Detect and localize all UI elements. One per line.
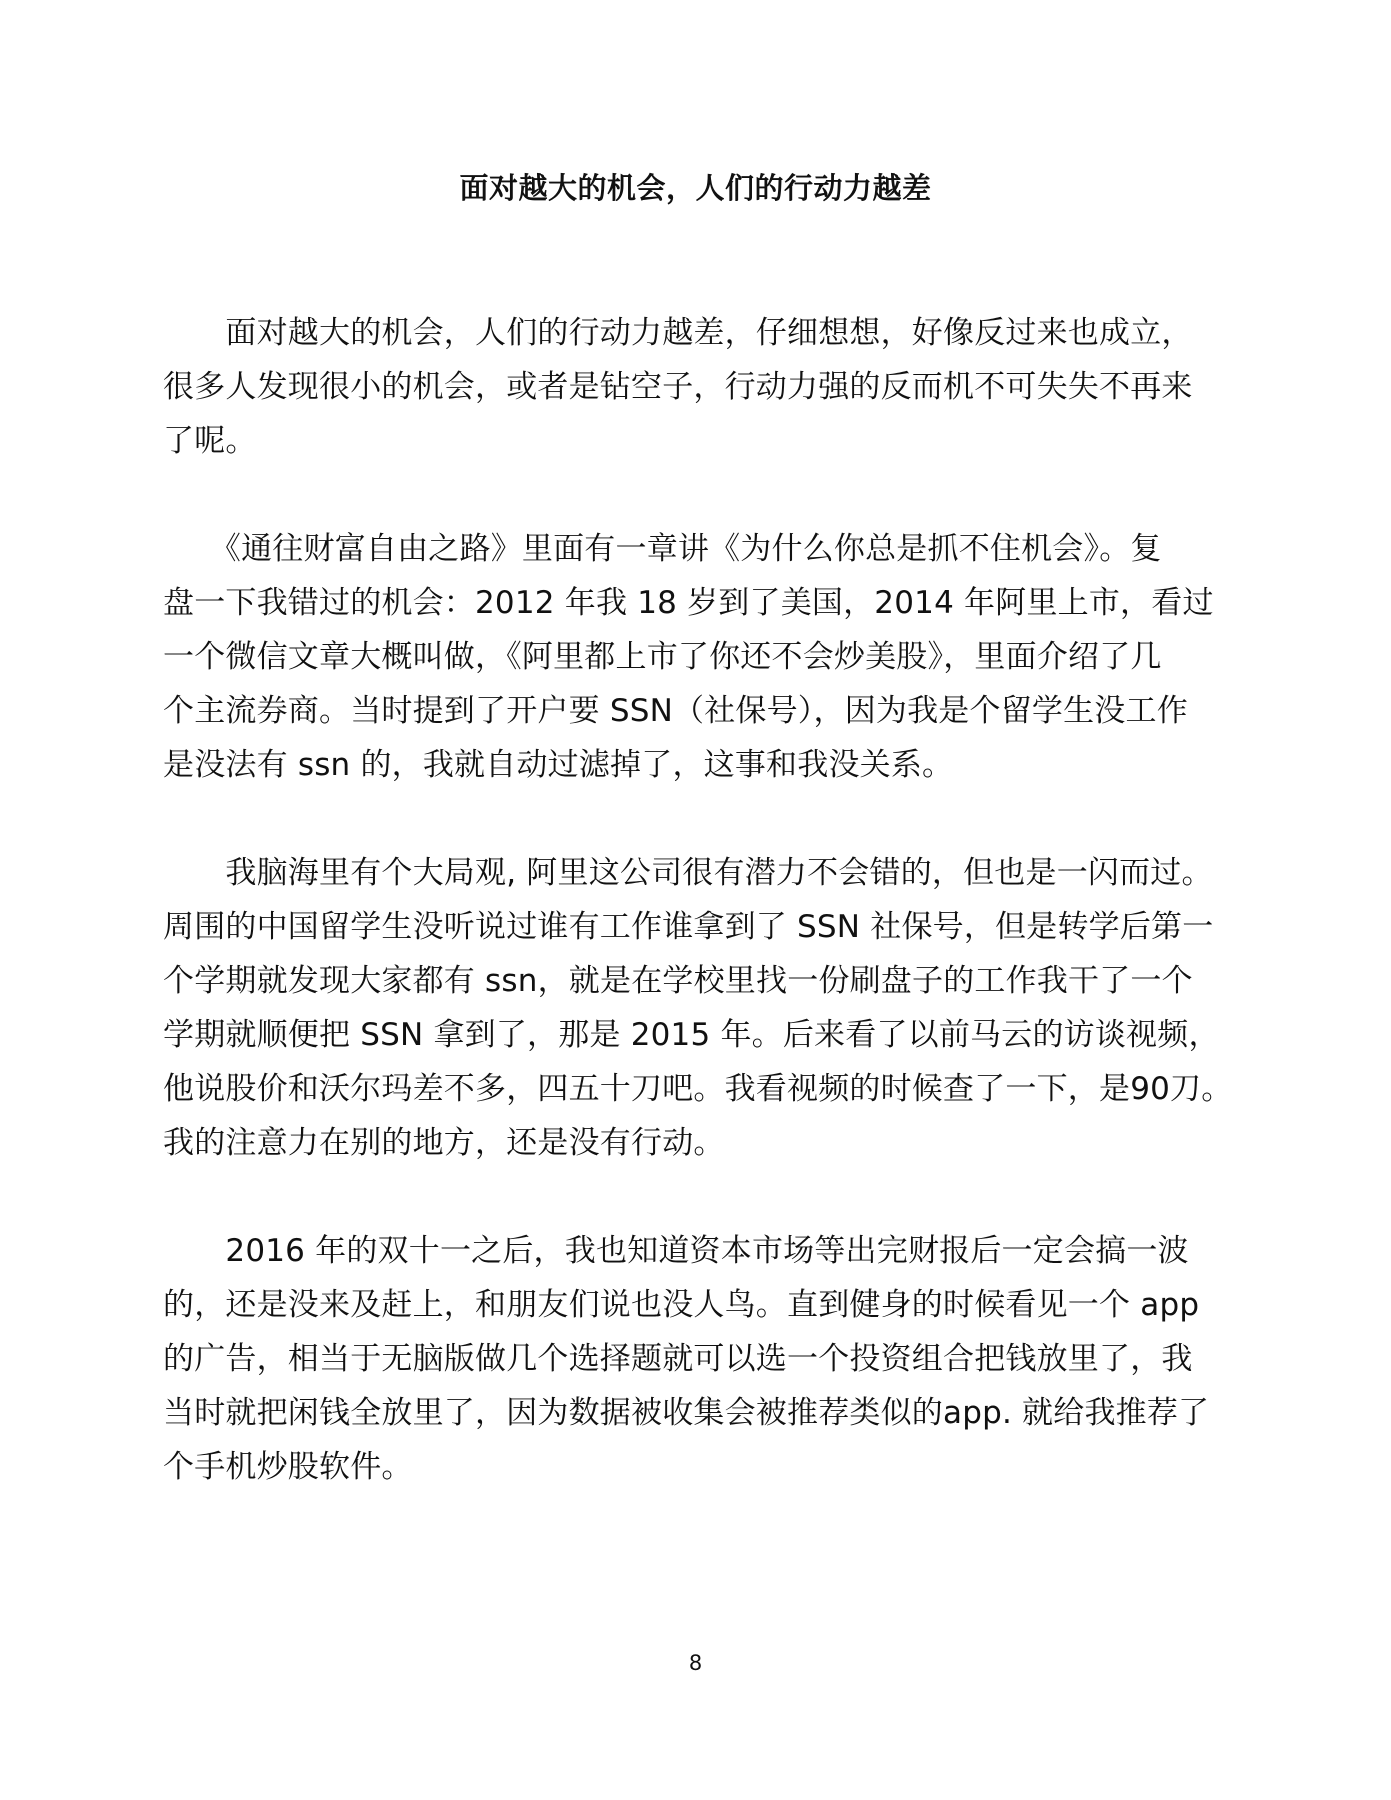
text-line: 当时就把闲钱全放里了，因为数据被收集会被推荐类似的app. 就给我推荐了	[163, 1395, 1210, 1431]
text-line: 学期就顺便把 SSN 拿到了，那是 2015 年。后来看了以前马云的访谈视频，	[163, 1017, 1220, 1053]
text-line: 是没法有 ssn 的，我就自动过滤掉了，这事和我没关系。	[163, 747, 954, 783]
text-line: 2016 年的双十一之后，我也知道资本市场等出完财报后一定会搞一波	[163, 1233, 1189, 1269]
text-line: 了呢。	[163, 423, 257, 459]
text-line: 很多人发现很小的机会，或者是钻空子，行动力强的反而机不可失失不再来	[163, 369, 1193, 405]
text-line: 我的注意力在别的地方，还是没有行动。	[163, 1125, 725, 1161]
paragraph-4	[163, 1224, 1238, 1494]
text-line: 盘一下我错过的机会：2012 年我 18 岁到了美国，2014 年阿里上市，看过	[163, 585, 1214, 621]
body-text	[163, 306, 1238, 1548]
text-line: 一个微信文章大概叫做，《阿里都上市了你还不会炒美股》，里面介绍了几	[163, 639, 1162, 675]
text-line: 个主流券商。当时提到了开户要 SSN（社保号），因为我是个留学生没工作	[163, 693, 1188, 729]
paragraph-1	[163, 306, 1238, 468]
paragraph-2	[163, 522, 1238, 792]
text-line: 面对越大的机会，人们的行动力越差，仔细想想，好像反过来也成立，	[163, 315, 1193, 351]
text-line: 的广告，相当于无脑版做几个选择题就可以选一个投资组合把钱放里了，我	[163, 1341, 1193, 1377]
text-line: 他说股价和沃尔玛差不多，四五十刀吧。我看视频的时候查了一下，是90刀。	[163, 1071, 1233, 1107]
text-line: 个手机炒股软件。	[163, 1449, 413, 1485]
paragraph-3	[163, 846, 1238, 1170]
text-line: 的，还是没来及赶上，和朋友们说也没人鸟。直到健身的时候看见一个 app	[163, 1287, 1200, 1323]
page-title: 面对越大的机会，人们的行动力越差	[459, 171, 932, 205]
page-number: 8	[688, 1651, 703, 1675]
text-line: 周围的中国留学生没听说过谁有工作谁拿到了 SSN 社保号，但是转学后第一	[163, 909, 1214, 945]
text-line: 我脑海里有个大局观, 阿里这公司很有潜力不会错的，但也是一闪而过。	[163, 855, 1213, 891]
text-line: 个学期就发现大家都有 ssn，就是在学校里找一份刷盘子的工作我干了一个	[163, 963, 1193, 999]
text-line: 《通往财富自由之路》里面有一章讲《为什么你总是抓不住机会》。复	[163, 531, 1162, 567]
